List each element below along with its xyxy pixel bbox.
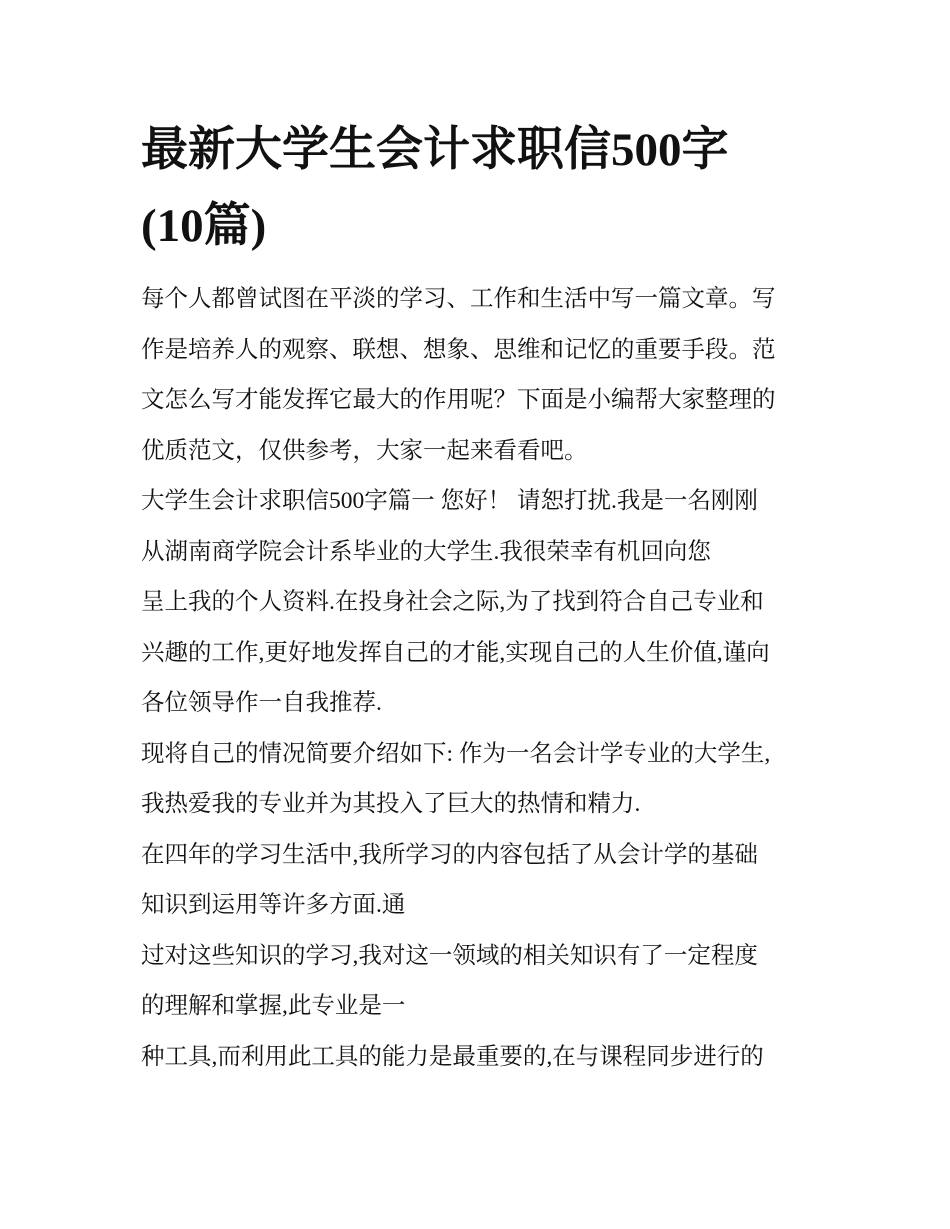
paragraph-study (141, 830, 821, 931)
text-line: 从湖南商学院会计系毕业的大学生.我很荣幸有机回向您 (141, 538, 711, 565)
text-line: 种工具,而利用此工具的能力是最重要的,在与课程同步进行的 (141, 1043, 764, 1070)
text-line: 各位领导作一自我推荐. (141, 690, 382, 716)
paragraph-tool (141, 1032, 821, 1083)
text-line: 优质范文，仅供参考，大家一起来看看吧。 (141, 437, 588, 464)
paragraph-self-recommendation (141, 577, 821, 729)
text-line: 呈上我的个人资料.在投身社会之际,为了找到符合自己专业和 (141, 589, 764, 615)
document-title (141, 112, 821, 264)
text-line: 我热爱我的专业并为其投入了巨大的热情和精力. (141, 791, 641, 817)
text-line: 知识到运用等许多方面.通 (141, 892, 406, 918)
text-line: 过对这些知识的学习,我对这一领域的相关知识有了一定程度 (141, 942, 758, 969)
document-page (141, 112, 821, 1082)
text-line: 作是培养人的观察、联想、想象、思维和记忆的重要手段。范 (141, 336, 776, 363)
text-line: 每个人都曾试图在平淡的学习、工作和生活中写一篇文章。写 (141, 286, 776, 312)
paragraph-introduction (141, 729, 821, 830)
paragraph-intro (141, 274, 821, 476)
text-line: 的理解和掌握,此专业是一 (141, 993, 406, 1019)
text-line: 兴趣的工作,更好地发挥自己的才能,实现自己的人生价值,谨向 (141, 639, 770, 666)
title-line: (10篇) (141, 200, 267, 252)
text-line: 文怎么写才能发挥它最大的作用呢？下面是小编帮大家整理的 (141, 387, 776, 413)
document-body (141, 274, 821, 1082)
paragraph-understanding (141, 931, 821, 1032)
text-line: 大学生会计求职信500字篇一 您好！ 请恕打扰.我是一名刚刚 (141, 488, 758, 514)
paragraph-greeting (141, 476, 821, 577)
text-line: 现将自己的情况简要介绍如下: 作为一名会计学专业的大学生, (141, 740, 771, 767)
title-line: 最新大学生会计求职信500字 (141, 124, 729, 176)
text-line: 在四年的学习生活中,我所学习的内容包括了从会计学的基础 (141, 841, 758, 868)
